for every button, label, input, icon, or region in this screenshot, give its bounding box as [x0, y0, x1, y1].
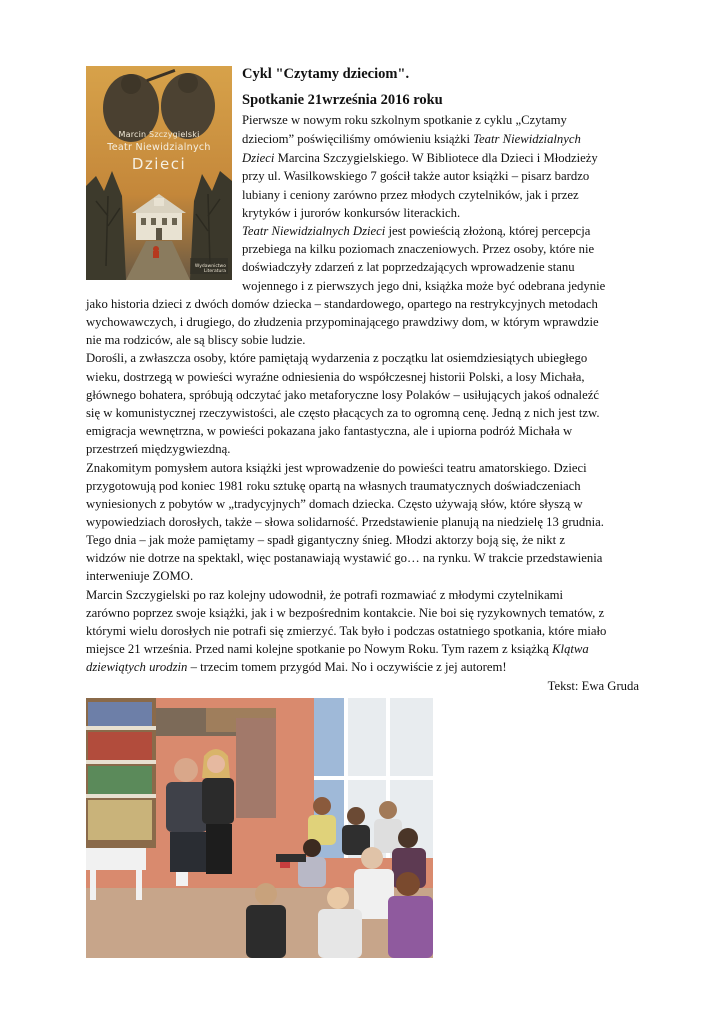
text-line: się w komunistycznej rzeczywistości, ale często płacących za to ogromną cenę. Jedną z nich jest tzw.: [86, 406, 600, 420]
page-title: Cykl "Czytamy dzieciom".: [242, 66, 410, 82]
text-line: krytyków i jurorów konkursów literackich.: [242, 206, 461, 220]
text-line: emigracja wewnętrzna, w powieści pokazana jako fantastyczna, ale i upiorna podróż Michała w: [86, 424, 573, 438]
text-line: nie ma rodziców, ale są bliscy sobie ludzie.: [86, 333, 306, 347]
text-line: Pierwsze w nowym roku szkolnym spotkanie z cyklu „Czytamy: [242, 113, 567, 127]
book-title-italic: dziewiątych urodzin: [86, 660, 188, 674]
cover-title-line2: Dzieci: [131, 155, 187, 173]
text-line: głównego bohatera, spróbują odczytać jako metaforyczne losy Polaków – usiłujących jakoś odnaleźć: [86, 388, 599, 402]
text-line: przygotowują pod koniec 1981 roku sztukę opartą na własnych traumatycznych doświadczeniach: [86, 479, 581, 493]
book-title-italic: Dzieci: [242, 151, 275, 165]
page-subtitle: Spotkanie 21września 2016 roku: [242, 92, 443, 108]
text-line: przy ul. Wasilkowskiego 7 gościł także autor książki – pisarz bardzo: [242, 169, 590, 183]
author-credit: Tekst: Ewa Gruda: [547, 679, 639, 693]
text-span: dzieciom” poświęciliśmy omówieniu książki: [242, 132, 474, 146]
text-line: którymi wielu dorosłych nie potrafi się zmierzyć. Tak było i podczas ostatniego spotkania, które miało: [86, 624, 607, 638]
meeting-photo: [86, 698, 433, 958]
text-span: Marcina Szczygielskiego. W Bibliotece dla Dzieci i Młodzieży: [274, 151, 598, 165]
text-span: miejsce 21 września. Przed nami kolejne spotkanie po Nowym Roku. Tym razem z książką: [86, 642, 553, 656]
text-line: przebiega na kilku poziomach znaczeniowych. Przez osoby, które nie: [242, 242, 595, 256]
cover-author: Marcin Szczygielski: [118, 130, 200, 139]
cover-publisher: Wydawnictwo Literatura: [194, 264, 226, 274]
cover-title-line1: Teatr Niewidzialnych: [107, 142, 211, 153]
meeting-photo-illustration: [86, 698, 433, 958]
text-line: zarówno poprzez swoje książki, jak i w bezpośrednim kontakcie. Nie boi się ryzykownych tematów, z: [86, 606, 605, 620]
text-line: [86, 641, 589, 657]
text-line: [242, 150, 598, 166]
text-line: wojennego i z pierwszych jego dni, książka może być odebrana jedynie: [242, 279, 606, 293]
text-line: Marcin Szczygielski po raz kolejny udowodnił, że potrafi rozmawiać z młodymi czytelnikami: [86, 588, 564, 602]
text-line: przestrzeń międzygwiezdną.: [86, 442, 231, 456]
text-line: wychowawczych, i drugiego, do złudzenia przypominającego prawdziwy dom, w którym wprawdzie: [86, 315, 599, 329]
book-title-italic: Klątwa: [552, 642, 589, 656]
text-line: Dorośli, a zwłaszcza osoby, które pamiętają wydarzenia z początku lat osiemdziesiątych ubiegłego: [86, 351, 588, 365]
text-line: wyniesionych z pobytów w „tradycyjnych” domach dziecka. Często używają słów, które słyszą w: [86, 497, 583, 511]
text-line: interweniuje ZOMO.: [86, 569, 194, 583]
text-span: – trzecim tomem przygód Mai. No i oczywiście z jej autorem!: [187, 660, 507, 674]
book-cover-image: [86, 66, 232, 280]
text-line: wieku, dostrzegą w powieści wyraźne odniesienia do współczesnej historii Polski, a losy Michała,: [86, 370, 585, 384]
text-line: doświadczyły zdarzeń z lat poprzedzających wprowadzenie stanu: [242, 260, 575, 274]
text-line: Tego dnia – jak może pamiętamy – spadł gigantyczny śnieg. Młodzi aktorzy boją się, że nikt z: [86, 533, 565, 547]
text-line: lubiany i ceniony zarówno przez młodych czytelników, jak i przez: [242, 188, 579, 202]
book-title-italic: Teatr Niewidzialnych Dzieci: [242, 224, 386, 238]
text-line: [242, 131, 581, 147]
text-line: jako historia dzieci z dwóch domów dziecka – standardowego, opartego na restrykcyjnych metodach: [86, 297, 598, 311]
book-cover-illustration: [86, 66, 232, 280]
text-line: widzów nie dotrze na spektakl, więc postanawiają wystawić go… na rynku. W trakcie przedstawienia: [86, 551, 603, 565]
text-line: Znakomitym pomysłem autora książki jest wprowadzenie do powieści teatru amatorskiego. Dzieci: [86, 461, 587, 475]
text-line: [242, 223, 590, 239]
text-line: [86, 659, 507, 675]
book-title-italic: Teatr Niewidzialnych: [473, 132, 581, 146]
text-line: wypowiedziach dorosłych, także – słowa solidarność. Przedstawienie planują na niedzielę 13 grudnia.: [86, 515, 604, 529]
text-span: jest powieścią złożoną, której percepcja: [385, 224, 591, 238]
